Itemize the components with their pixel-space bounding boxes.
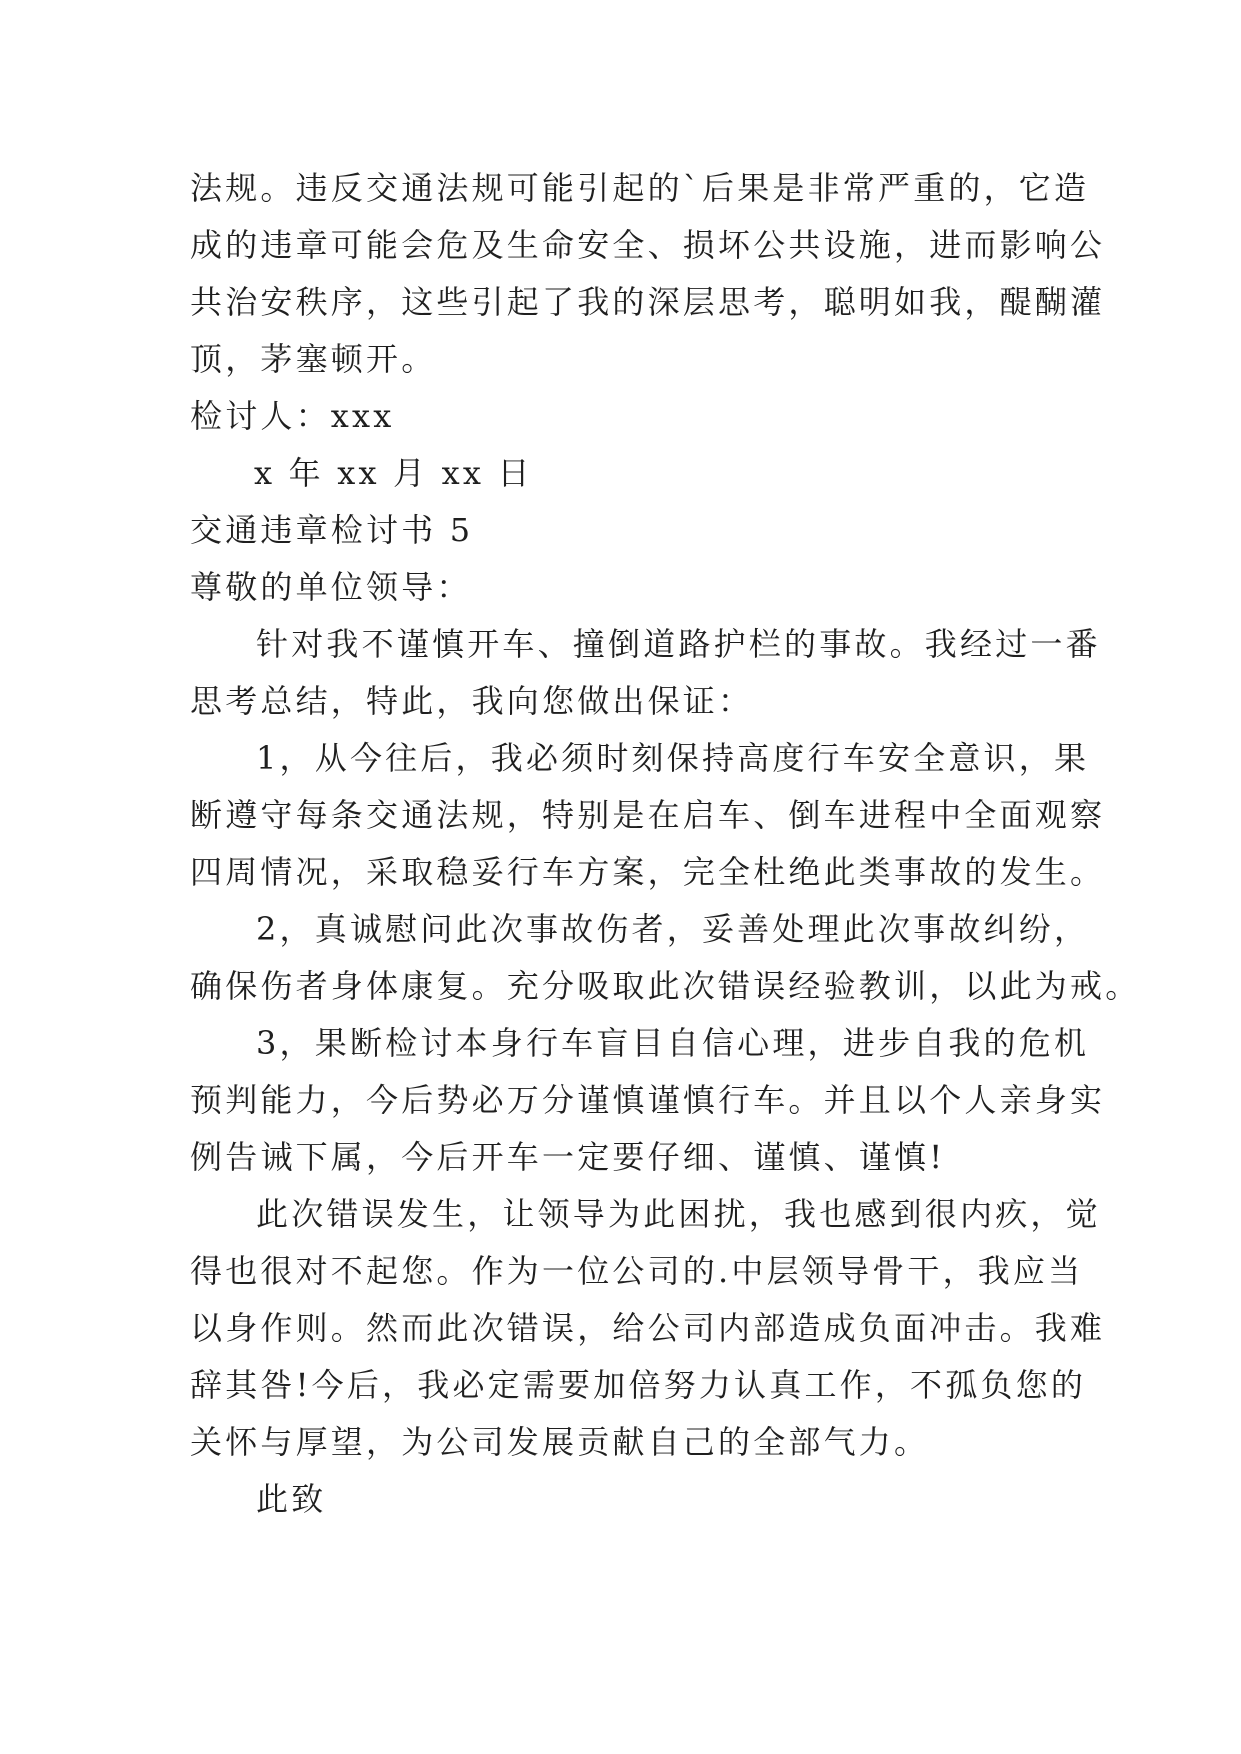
paragraph-line: 得也很对不起您。作为一位公司的.中层领导骨干，我应当 [190, 1252, 1084, 1290]
paragraph-line: 成的违章可能会危及生命安全、损坏公共设施，进而影响公 [190, 226, 1106, 264]
paragraph-line: 例告诫下属，今后开车一定要仔细、谨慎、谨慎! [190, 1138, 946, 1176]
paragraph-line: 针对我不谨慎开车、撞倒道路护栏的事故。我经过一番 [256, 625, 1101, 663]
paragraph-line: 关怀与厚望，为公司发展贡献自己的全部气力。 [190, 1423, 930, 1461]
paragraph-line: 思考总结，特此，我向您做出保证： [190, 682, 754, 720]
paragraph-line: 四周情况，采取稳妥行车方案，完全杜绝此类事故的发生。 [190, 853, 1106, 891]
salutation: 尊敬的单位领导： [190, 568, 472, 606]
paragraph-line: 此次错误发生，让领导为此困扰，我也感到很内疚，觉 [256, 1195, 1101, 1233]
paragraph-line: 以身作则。然而此次错误，给公司内部造成负面冲击。我难 [190, 1309, 1106, 1347]
paragraph-line: 共治安秩序，这些引起了我的深层思考，聪明如我，醍醐灌 [190, 283, 1106, 321]
paragraph-line: 确保伤者身体康复。充分吸取此次错误经验教训，以此为戒。 [190, 967, 1141, 1005]
paragraph-line: 断遵守每条交通法规，特别是在启车、倒车进程中全面观察 [190, 796, 1106, 834]
document-body [190, 160, 1141, 1528]
paragraph-line: 法规。违反交通法规可能引起的`后果是非常严重的，它造 [190, 169, 1090, 207]
paragraph-line: 预判能力，今后势必万分谨慎谨慎行车。并且以个人亲身实 [190, 1081, 1106, 1119]
signature-line: 检讨人：xxx [190, 397, 395, 435]
list-item-3: 3，果断检讨本身行车盲目自信心理，进步自我的危机 [256, 1024, 1090, 1062]
date-line: x 年 xx 月 xx 日 [254, 454, 533, 492]
paragraph-line: 辞其咎!今后，我必定需要加倍努力认真工作，不孤负您的 [190, 1366, 1087, 1404]
closing-line: 此致 [256, 1480, 327, 1518]
section-title: 交通违章检讨书 5 [190, 511, 474, 549]
list-item-1: 1，从今往后，我必须时刻保持高度行车安全意识，果 [256, 739, 1090, 777]
list-item-2: 2，真诚慰问此次事故伤者，妥善处理此次事故纠纷， [256, 910, 1090, 948]
paragraph-line: 顶，茅塞顿开。 [190, 340, 437, 378]
